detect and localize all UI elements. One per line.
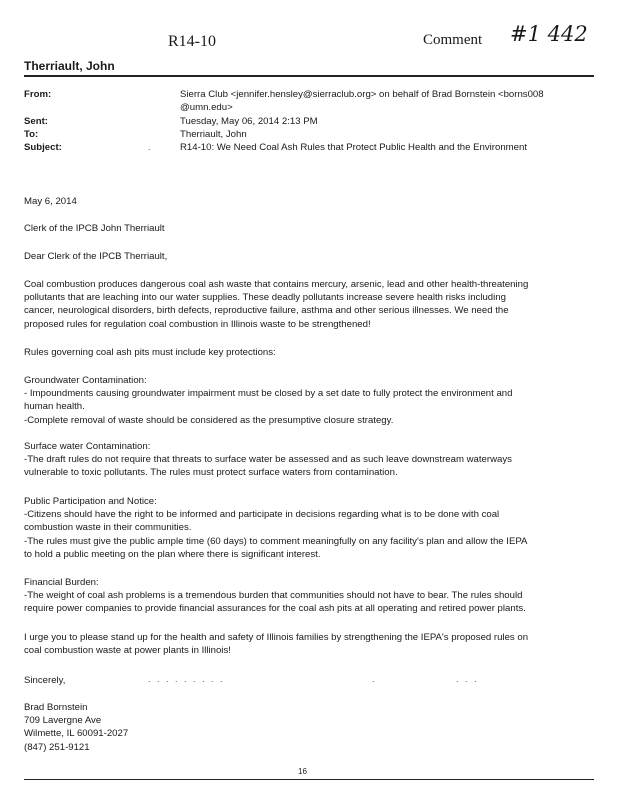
section-title: Financial Burden: (24, 577, 99, 588)
letter-addressee: Clerk of the IPCB John Therriault (24, 223, 165, 234)
closing-line: coal combustion waste at power plants in Illinois! (24, 645, 231, 657)
signoff: Sincerely, (24, 675, 66, 686)
subject-label: Subject: (24, 142, 62, 153)
header-divider (24, 75, 594, 77)
section-line: -Complete removal of waste should be considered as the presumptive closure strategy. (24, 414, 394, 426)
letter-date: May 6, 2014 (24, 196, 77, 207)
subject-value: R14-10: We Need Coal Ash Rules that Protect Public Health and the Environment (180, 142, 527, 153)
footer-divider (24, 779, 594, 780)
sent-label: Sent: (24, 116, 48, 127)
intro-line: proposed rules for regulation coal combustion in Illinois waste to be strengthened! (24, 318, 371, 330)
intro-line: cancer, neurological disorders, birth defects, reproductive failure, asthma and other serious illnesses. We need the (24, 305, 509, 317)
section-public-participation (24, 495, 527, 561)
closing-line: I urge you to please stand up for the health and safety of Illinois families by strengthening the IEPA's proposed rules on (24, 632, 529, 643)
from-value-line-1: Sierra Club <jennifer.hensley@sierraclub.org> on behalf of Brad Bornstein <borns008 (180, 89, 544, 100)
comment-number-handwritten: #1 442 (510, 22, 588, 46)
to-label: To: (24, 129, 39, 140)
from-label: From: (24, 89, 52, 100)
signature-block (24, 701, 128, 754)
intro-line: Coal combustion produces dangerous coal ash waste that contains mercury, arsenic, lead and other health-threatening (24, 279, 529, 290)
section-line: to hold a public meeting on the plan where there is significant interest. (24, 548, 321, 560)
scan-specks: . (148, 142, 153, 152)
section-title: Public Participation and Notice: (24, 496, 157, 507)
section-line: -Citizens should have the right to be informed and participate in decisions regarding what is to be done with coal (24, 509, 500, 521)
section-title: Groundwater Contamination: (24, 375, 147, 386)
page-number: 16 (298, 767, 307, 776)
signature-city: Wilmette, IL 60091-2027 (24, 728, 129, 740)
signature-phone: (847) 251-9121 (24, 741, 90, 753)
section-line: require power companies to provide financial assurances for the coal ash pits at all operating and retired power plants. (24, 603, 526, 615)
section-groundwater (24, 374, 512, 427)
signature-name: Brad Bornstein (24, 702, 88, 713)
from-value-line-2: @umn.edu> (180, 102, 233, 113)
key-protections-line: Rules governing coal ash pits must include key protections: (24, 347, 276, 358)
section-line: -The weight of coal ash problems is a tremendous burden that communities should not have to bear. The rules should (24, 590, 523, 602)
scan-specks: . . . (456, 674, 479, 684)
letter-salutation: Dear Clerk of the IPCB Therriault, (24, 251, 168, 262)
scan-specks: . . . . . . . . . (148, 674, 225, 684)
section-line: - Impoundments causing groundwater impairment must be closed by a set date to fully protect the environment and (24, 388, 513, 400)
section-line: human health. (24, 401, 85, 413)
comment-label: Comment (423, 32, 483, 48)
section-surface-water (24, 440, 512, 480)
to-value: Therriault, John (180, 129, 247, 140)
section-line: vulnerable to toxic pollutants. The rules must protect surface waters from contamination. (24, 467, 398, 479)
intro-line: pollutants that are leaching into our water supplies. These deadly pollutants increase severe health risks including (24, 292, 506, 304)
scan-specks: . (372, 674, 377, 684)
signature-address: 709 Lavergne Ave (24, 715, 102, 727)
section-line: -The rules must give the public ample time (60 days) to comment meaningfully on any facility's plan and allow the IEPA (24, 535, 528, 547)
section-title: Surface water Contamination: (24, 441, 151, 452)
closing-paragraph (24, 631, 528, 657)
intro-paragraph (24, 278, 528, 331)
sent-value: Tuesday, May 06, 2014 2:13 PM (180, 116, 318, 127)
recipient-name: Therriault, John (24, 59, 115, 73)
section-financial-burden (24, 576, 526, 616)
section-line: -The draft rules do not require that threats to surface water be assessed and as such leave downstream waterways (24, 454, 512, 466)
docket-number: R14-10 (168, 33, 216, 50)
section-line: combustion waste in their communities. (24, 522, 192, 534)
